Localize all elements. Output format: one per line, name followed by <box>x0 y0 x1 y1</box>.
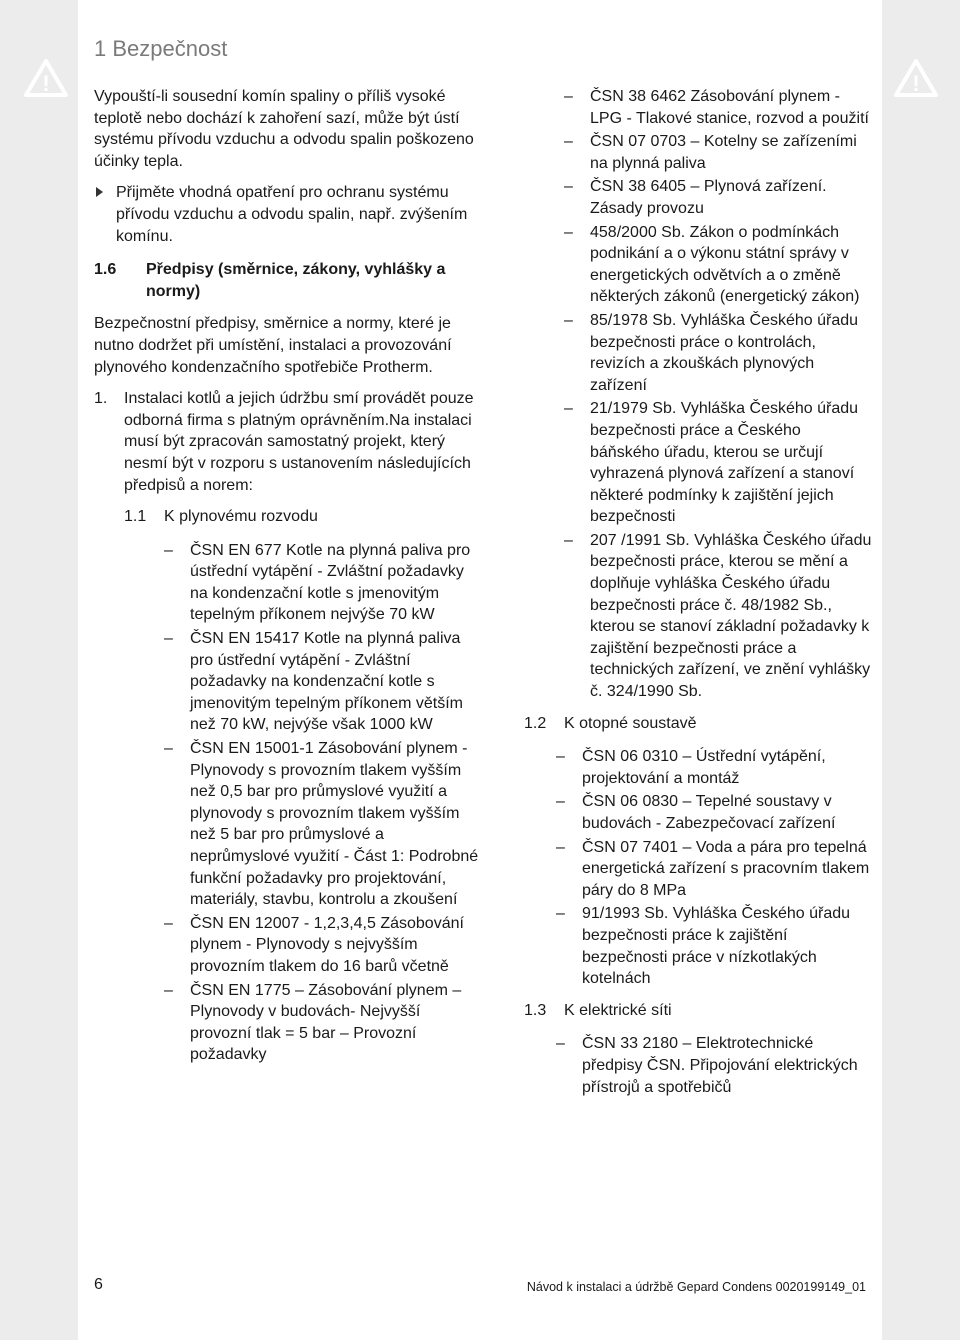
dash-marker: – <box>556 748 565 766</box>
warning-icon <box>894 58 938 98</box>
intro-paragraph: Vypouští-li sousední komín spaliny o příliš vysoké teplotě nebo dochází k zahoření sazí, může být ústí systému přívodu vzduchu a odvodu spalin poškozeno účinky tepla. <box>94 88 474 170</box>
subsection-title: K otopné soustavě <box>564 714 697 732</box>
subsection-heading <box>524 713 874 735</box>
dash-marker: – <box>564 531 573 549</box>
list-item-text: 91/1993 Sb. Vyhláška Českého úřadu bezpečnosti práce k zajištění bezpečnosti práce v nízkotlakých kotelnách <box>582 905 851 988</box>
list-item-text: ČSN EN 1775 – Zásobování plynem – Plynovody v budovách- Nejvyšší provozní tlak = 5 bar – Provozní požadavky <box>190 981 462 1064</box>
subsection-heading <box>124 506 484 528</box>
dash-marker: – <box>164 981 173 999</box>
list-item-text: ČSN EN 15417 Kotle na plynná paliva pro ústřední vytápění - Zvláštní požadavky na kondenzační kotle s jmenovitým tepelným příkonem větším než 70 kW, nejvýše však 1000 kW <box>190 630 463 734</box>
list-item <box>164 628 484 736</box>
list-item <box>164 540 484 626</box>
subsection-title: K plynovému rozvodu <box>164 508 318 526</box>
dash-marker: – <box>564 223 573 241</box>
list-item <box>164 913 484 978</box>
document-title: Návod k instalaci a údržbě Gepard Condens 0020199149_01 <box>526 1280 866 1294</box>
dash-marker: – <box>556 905 565 923</box>
dash-marker: – <box>164 914 173 932</box>
list-item <box>564 310 874 396</box>
dash-marker: – <box>164 630 173 648</box>
list-item-text: ČSN 06 0830 – Tepelné soustavy v budovách - Zabezpečovací zařízení <box>582 793 836 832</box>
list-item <box>556 746 874 789</box>
list-item <box>556 1033 874 1098</box>
list-item <box>164 980 484 1066</box>
list-item <box>564 176 874 219</box>
dash-marker: – <box>564 400 573 418</box>
list-item-text: ČSN EN 15001-1 Zásobování plynem - Plynovody s provozním tlakem vyšším než 0,5 bar pro průmyslové využití a plynovody s provozním tlakem vyšším než 5 bar pro průmyslové a neprůmyslové využití - Část 1: Podrobné funkční požadavky pro projektování, materiály, stavbu, kontrolu a zkoušení <box>190 740 479 909</box>
section-paragraph: Bezpečnostní předpisy, směrnice a normy, které je nutno dodržet při umístění, instalaci a provozování plynového kondenzačního spotřebiče Protherm. <box>94 315 452 376</box>
left-margin-band <box>0 0 78 1340</box>
dash-marker: – <box>556 793 565 811</box>
list-item-text: ČSN EN 12007 - 1,2,3,4,5 Zásobování plynem - Plynovody s nejvyšším provozním tlakem do 16 barů včetně <box>190 914 464 975</box>
list-item <box>564 398 874 528</box>
subsection-number: 1.1 <box>124 508 147 526</box>
dash-marker: – <box>556 838 565 856</box>
left-column <box>94 86 484 1068</box>
dash-marker: – <box>164 541 173 559</box>
list-item-text: ČSN EN 677 Kotle na plynná paliva pro ústřední vytápění - Zvláštní požadavky na kondenzační kotle s jmenovitým tepelným příkonem nejvýše 70 kW <box>190 541 471 624</box>
warning-icon <box>24 58 68 98</box>
list-item-text: 21/1979 Sb. Vyhláška Českého úřadu bezpečnosti práce a Českého báňského úřadu, kterou se určují vyhrazená plynová zařízení a stanoví některé podmínky k zajištění jejich bezpečnosti <box>590 400 859 526</box>
list-item-text: ČSN 06 0310 – Ústřední vytápění, projektování a montáž <box>582 748 826 787</box>
list-item <box>164 738 484 911</box>
right-margin-band <box>882 0 960 1340</box>
action-bullet <box>94 182 484 247</box>
list-item-text: 207 /1991 Sb. Vyhláška Českého úřadu bezpečnosti práce, kterou se mění a doplňuje vyhláška Českého úřadu bezpečnosti práce č. 48/1982 Sb., kterou se stanoví základní požadavky k zajištění bezpečnosti práce a technických zařízení, ve znění vyhlášky č. 324/1990 Sb. <box>590 531 872 701</box>
page-header: 1 Bezpečnost <box>94 36 228 61</box>
numbered-item <box>94 388 484 496</box>
page-number: 6 <box>94 1276 103 1293</box>
warning-mark: ! <box>912 71 920 96</box>
list-item-text: ČSN 38 6405 – Plynová zařízení. Zásady provozu <box>590 178 827 217</box>
list-item <box>556 837 874 902</box>
dash-marker: – <box>564 178 573 196</box>
section-title: Předpisy (směrnice, zákony, vyhlášky a normy) <box>146 261 446 300</box>
section-heading <box>94 259 484 302</box>
action-text: Přijměte vhodná opatření pro ochranu systému přívodu vzduchu a odvodu spalin, např. zvýšením komínu. <box>116 184 468 245</box>
section-number: 1.6 <box>94 261 117 279</box>
warning-mark: ! <box>42 71 50 96</box>
subsection-number: 1.2 <box>524 714 547 732</box>
item-number: 1. <box>94 390 108 408</box>
dash-marker: – <box>564 88 573 105</box>
list-item <box>556 791 874 834</box>
list-item-text: ČSN 33 2180 – Elektrotechnické předpisy ČSN. Připojování elektrických přístrojů a spotřebičů <box>582 1035 858 1096</box>
list-item-text: 85/1978 Sb. Vyhláška Českého úřadu bezpečnosti práce o kontrolách, revizích a zkouškách plynových zařízení <box>590 311 859 394</box>
list-item <box>564 86 874 129</box>
triangle-bullet-icon <box>96 187 103 197</box>
subsection-number: 1.3 <box>524 1001 547 1019</box>
item-text: Instalaci kotlů a jejich údržbu smí provádět pouze odborná firma s platným oprávněním.Na instalaci musí být zpracován samostatný projekt, který nesmí být v rozporu s ustanovením následujících předpisů a norem: <box>124 390 474 494</box>
dash-marker: – <box>564 311 573 329</box>
dash-marker: – <box>564 133 573 151</box>
list-item <box>564 530 874 703</box>
list-item <box>556 903 874 989</box>
list-item <box>564 131 874 174</box>
right-column <box>524 86 874 1100</box>
list-item-text: ČSN 07 0703 – Kotelny se zařízeními na plynná paliva <box>590 133 857 172</box>
list-item-text: 458/2000 Sb. Zákon o podmínkách podnikání a o výkonu státní správy v energetických odvětvích a o změně některých zákonů (energetický zákon) <box>590 223 860 306</box>
subsection-heading <box>524 1000 874 1022</box>
list-item <box>564 222 874 308</box>
list-item-text: ČSN 38 6462 Zásobování plynem - LPG - Tlakové stanice, rozvod a použití <box>590 88 869 127</box>
list-item-text: ČSN 07 7401 – Voda a pára pro tepelná energetická zařízení s pracovním tlakem páry do 8 MPa <box>582 838 870 899</box>
dash-marker: – <box>556 1035 565 1053</box>
dash-marker: – <box>164 740 173 758</box>
subsection-title: K elektrické síti <box>564 1001 672 1019</box>
